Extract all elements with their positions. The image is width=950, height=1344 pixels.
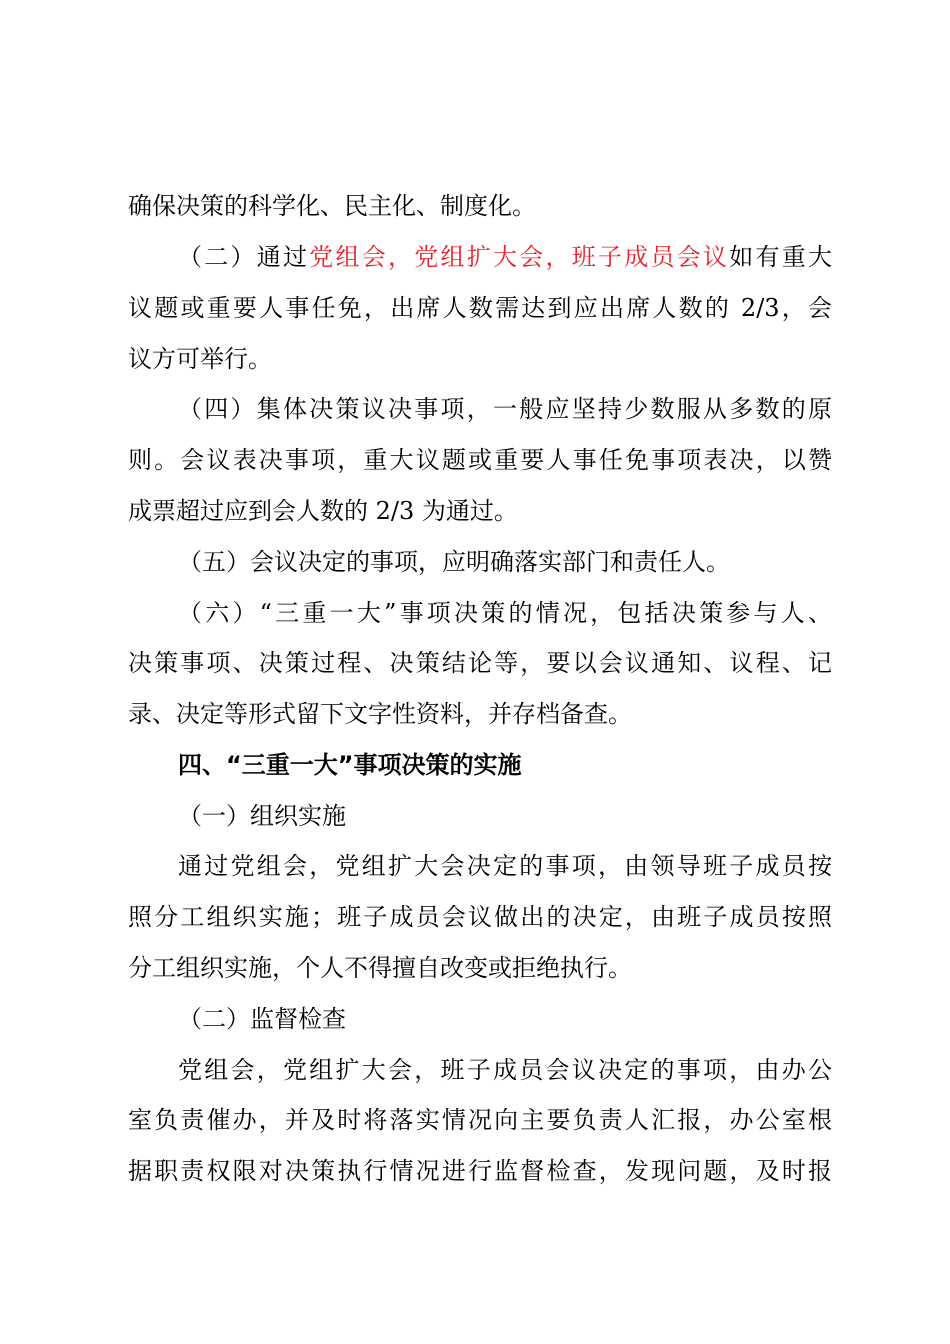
section-heading: 四、“三重一大”事项决策的实施 <box>178 751 522 779</box>
text-segment: （二）通过 <box>178 243 310 271</box>
text-line: 则。会议表决事项，重大议题或重要人事任免事项表决，以赞 <box>128 446 832 474</box>
subsection-heading: （一）组织实施 <box>178 802 346 830</box>
text-line: 议题或重要人事任免，出席人数需达到应出席人数的 2/3，会 <box>128 294 832 322</box>
text-line: （四）集体决策议决事项，一般应坚持少数服从多数的原 <box>178 395 832 423</box>
highlighted-text: 党组会，党组扩大会，班子成员会议 <box>309 243 730 271</box>
text-line: 分工组织实施，个人不得擅自改变或拒绝执行。 <box>128 954 632 982</box>
text-line: 成票超过应到会人数的 2/3 为通过。 <box>128 497 518 525</box>
subsection-heading: （二）监督检查 <box>178 1005 346 1033</box>
text-line: 录、决定等形式留下文字性资料，并存档备查。 <box>128 700 632 728</box>
text-line <box>178 237 832 277</box>
text-line: 通过党组会，党组扩大会决定的事项，由领导班子成员按 <box>178 852 832 880</box>
text-line: 议方可举行。 <box>128 345 272 373</box>
text-segment: 如有重大 <box>729 243 832 271</box>
text-line: （五）会议决定的事项，应明确落实部门和责任人。 <box>178 548 730 576</box>
text-line: （六）“三重一大”事项决策的情况，包括决策参与人、 <box>178 599 832 627</box>
text-line: 室负责催办，并及时将落实情况向主要负责人汇报，办公室根 <box>128 1106 832 1134</box>
text-line: 党组会，党组扩大会，班子成员会议决定的事项，由办公 <box>178 1056 832 1084</box>
text-line: 决策事项、决策过程、决策结论等，要以会议通知、议程、记 <box>128 649 832 677</box>
text-line: 照分工组织实施；班子成员会议做出的决定，由班子成员按照 <box>128 903 832 931</box>
text-line: 据职责权限对决策执行情况进行监督检查，发现问题，及时报 <box>128 1157 832 1185</box>
text-line: 确保决策的科学化、民主化、制度化。 <box>128 192 536 220</box>
